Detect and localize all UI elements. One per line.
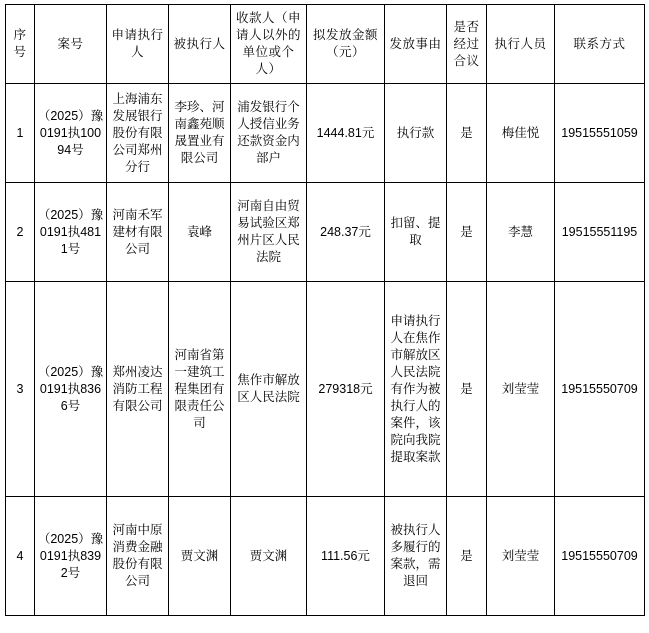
cell-collegiate: 是 xyxy=(447,183,487,282)
cell-payee: 浦发银行个人授信业务还款资金内部户 xyxy=(231,84,307,183)
cell-contact: 19515551059 xyxy=(555,84,645,183)
cell-reason: 执行款 xyxy=(385,84,447,183)
column-header-applicant: 申请执行人 xyxy=(107,5,169,84)
cell-seq: 2 xyxy=(6,183,35,282)
cell-seq: 1 xyxy=(6,84,35,183)
table-row xyxy=(6,183,645,282)
cell-case-no: （2025）豫0191执8366号 xyxy=(35,282,107,497)
cell-applicant: 上海浦东发展银行股份有限公司郑州分行 xyxy=(107,84,169,183)
column-header-contact: 联系方式 xyxy=(555,5,645,84)
cell-reason: 被执行人多履行的案款，需退回 xyxy=(385,497,447,616)
cell-reason: 申请执行人在焦作市解放区人民法院有作为被执行人的案件，该院向我院提取案款 xyxy=(385,282,447,497)
cell-officer: 梅佳悦 xyxy=(487,84,555,183)
column-header-officer: 执行人员 xyxy=(487,5,555,84)
cell-amount: 1444.81元 xyxy=(307,84,385,183)
cell-officer: 李慧 xyxy=(487,183,555,282)
execution-funds-table xyxy=(5,4,645,616)
cell-payee: 焦作市解放区人民法院 xyxy=(231,282,307,497)
cell-officer: 刘莹莹 xyxy=(487,497,555,616)
cell-reason: 扣留、提取 xyxy=(385,183,447,282)
table-row xyxy=(6,282,645,497)
cell-case-no: （2025）豫0191执4811号 xyxy=(35,183,107,282)
column-header-amount: 拟发放金额（元） xyxy=(307,5,385,84)
cell-seq: 4 xyxy=(6,497,35,616)
table-row xyxy=(6,84,645,183)
cell-payee: 河南自由贸易试验区郑州片区人民法院 xyxy=(231,183,307,282)
cell-respondent: 河南省第一建筑工程集团有限责任公司 xyxy=(169,282,231,497)
table-row xyxy=(6,497,645,616)
cell-applicant: 郑州凌达消防工程有限公司 xyxy=(107,282,169,497)
cell-case-no: （2025）豫0191执10094号 xyxy=(35,84,107,183)
cell-amount: 279318元 xyxy=(307,282,385,497)
table-body xyxy=(6,84,645,616)
table-header-row xyxy=(6,5,645,84)
table-header xyxy=(6,5,645,84)
column-header-seq: 序号 xyxy=(6,5,35,84)
cell-officer: 刘莹莹 xyxy=(487,282,555,497)
cell-amount: 248.37元 xyxy=(307,183,385,282)
column-header-respondent: 被执行人 xyxy=(169,5,231,84)
cell-collegiate: 是 xyxy=(447,84,487,183)
cell-applicant: 河南禾军建材有限公司 xyxy=(107,183,169,282)
cell-respondent: 贾文渊 xyxy=(169,497,231,616)
cell-contact: 19515550709 xyxy=(555,497,645,616)
cell-case-no: （2025）豫0191执8392号 xyxy=(35,497,107,616)
cell-applicant: 河南中原消费金融股份有限公司 xyxy=(107,497,169,616)
cell-seq: 3 xyxy=(6,282,35,497)
cell-respondent: 袁峰 xyxy=(169,183,231,282)
cell-collegiate: 是 xyxy=(447,282,487,497)
column-header-case-no: 案号 xyxy=(35,5,107,84)
column-header-reason: 发放事由 xyxy=(385,5,447,84)
cell-contact: 19515550709 xyxy=(555,282,645,497)
cell-respondent: 李珍、河南鑫苑顺晟置业有限公司 xyxy=(169,84,231,183)
column-header-payee: 收款人（申请人以外的单位或个人） xyxy=(231,5,307,84)
column-header-collegiate: 是否经过合议 xyxy=(447,5,487,84)
cell-amount: 111.56元 xyxy=(307,497,385,616)
cell-collegiate: 是 xyxy=(447,497,487,616)
cell-payee: 贾文渊 xyxy=(231,497,307,616)
cell-contact: 19515551195 xyxy=(555,183,645,282)
